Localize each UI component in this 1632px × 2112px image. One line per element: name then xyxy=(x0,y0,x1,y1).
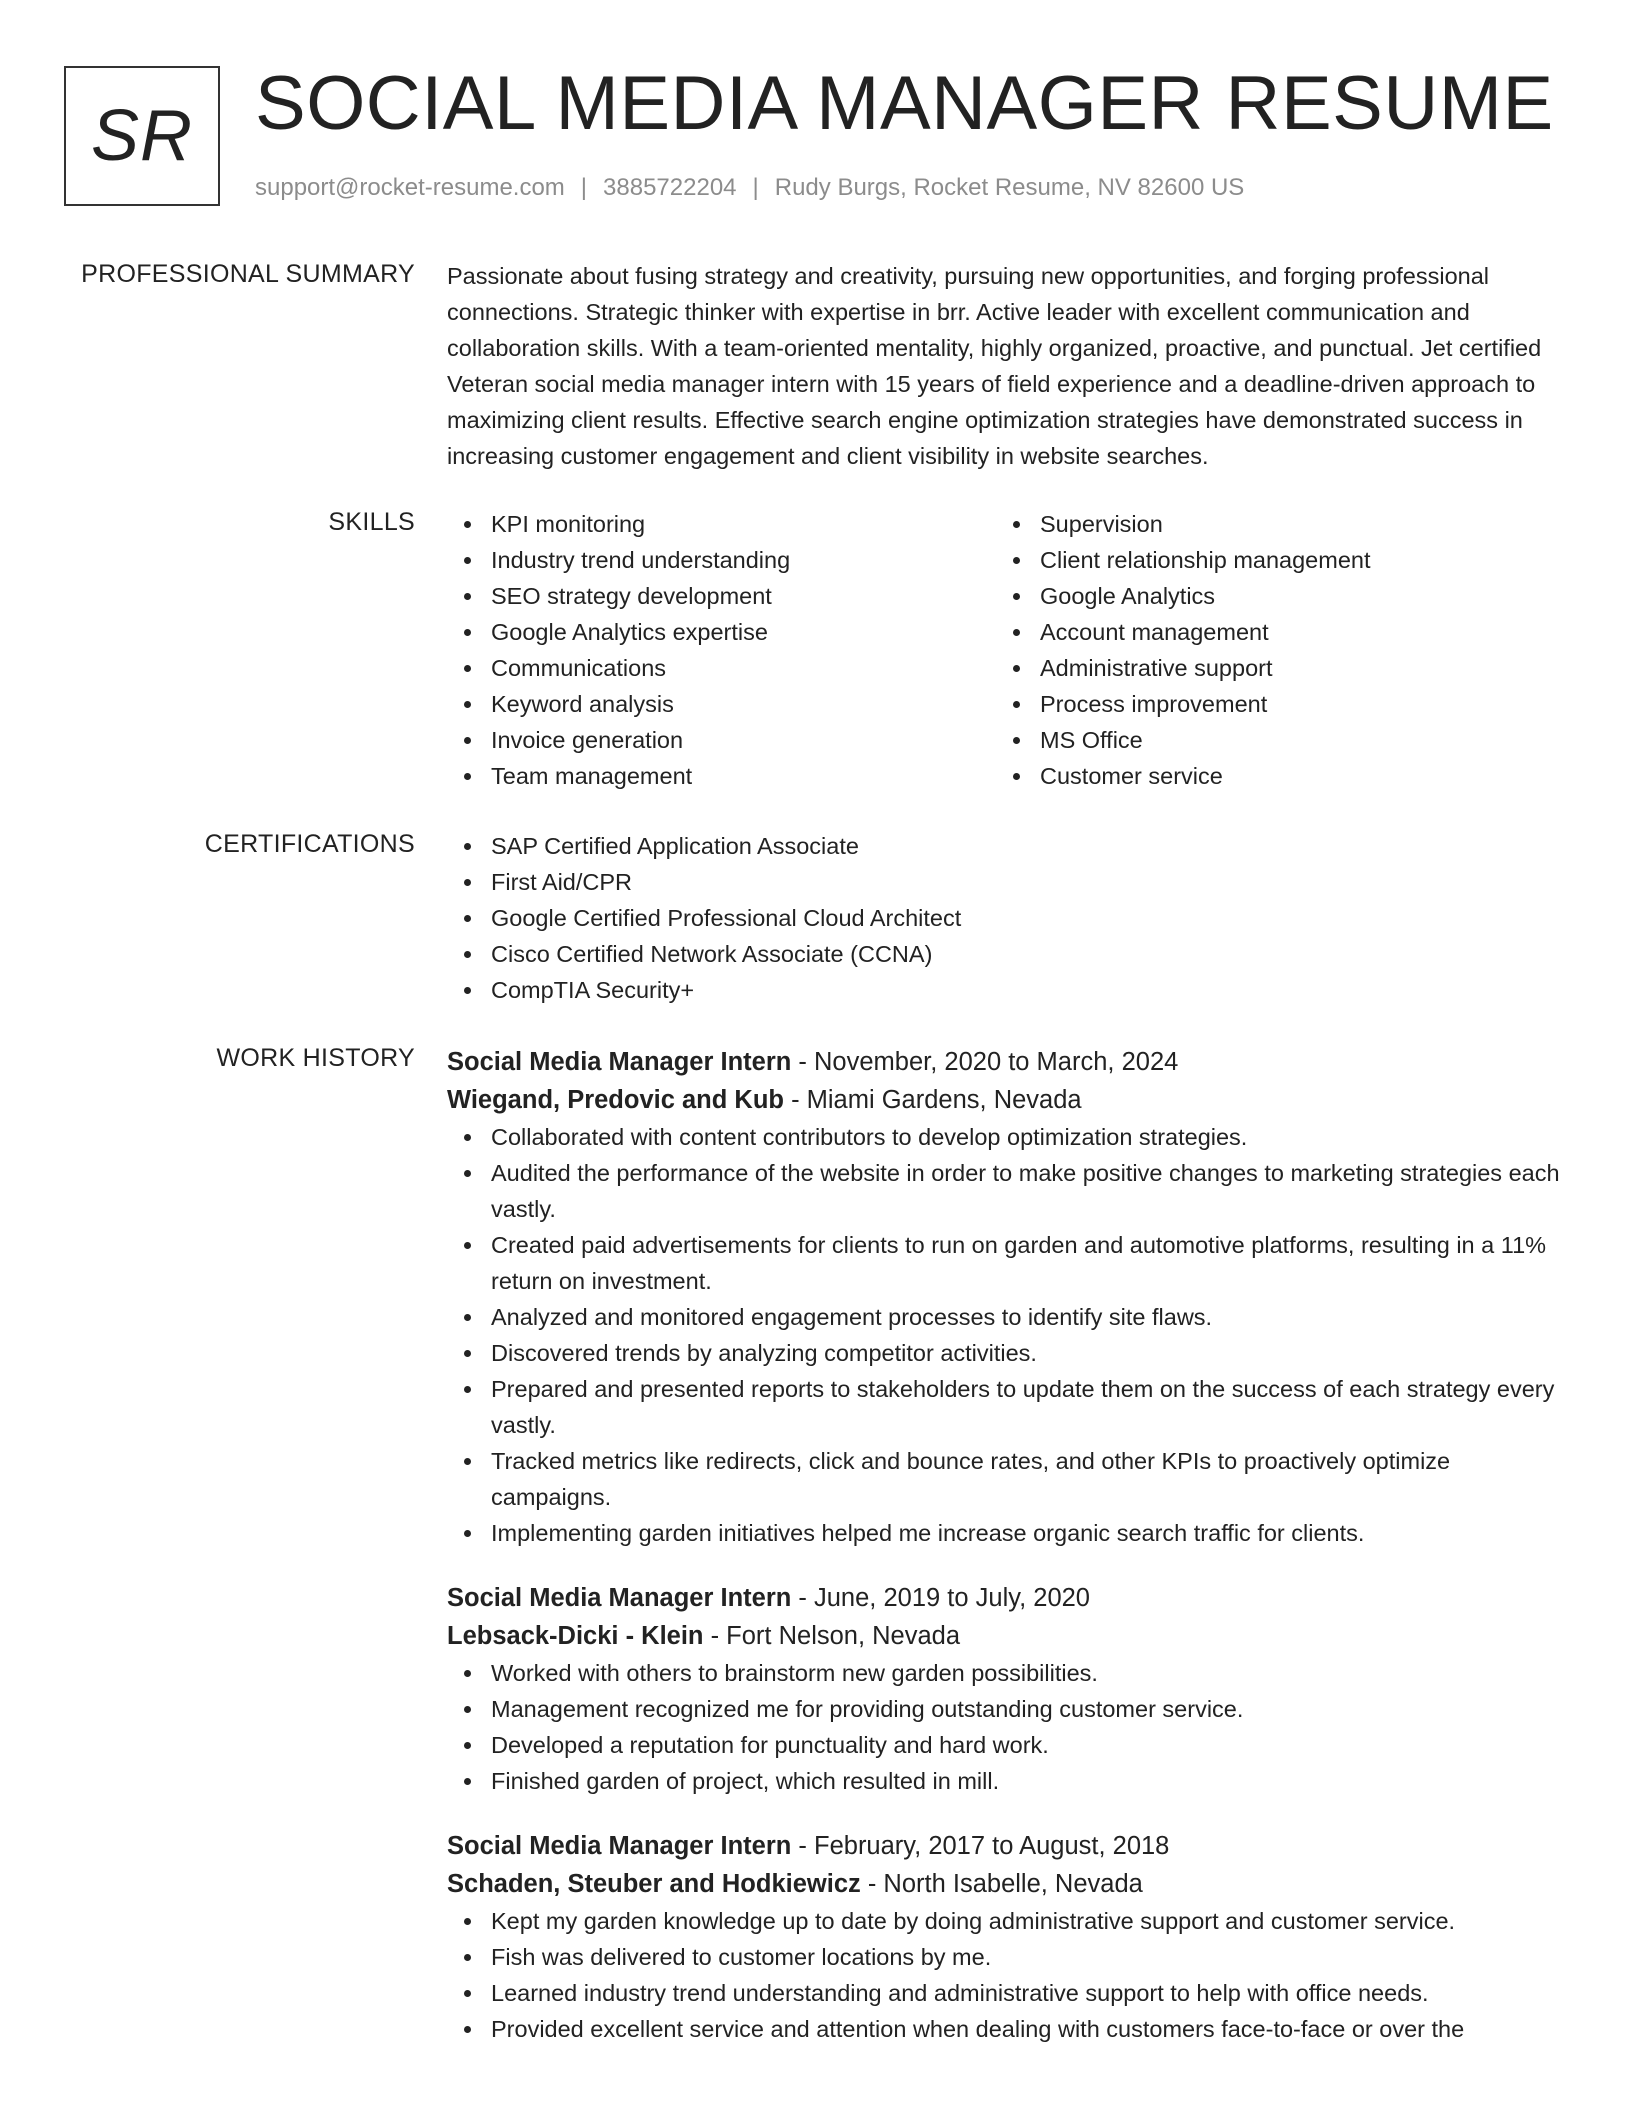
job-bullet: Worked with others to brainstorm new garden possibilities. xyxy=(491,1655,1561,1691)
contact-email[interactable]: support@rocket-resume.com xyxy=(255,174,565,201)
certification-item: Cisco Certified Network Associate (CCNA) xyxy=(491,936,1561,972)
skill-item: Supervision xyxy=(1040,506,1545,542)
section-label-work-history: WORK HISTORY xyxy=(216,1044,415,1072)
skills-list-right xyxy=(996,506,1545,794)
skill-item: Process improvement xyxy=(1040,686,1545,722)
certifications-body xyxy=(447,828,1561,1008)
job-bullet: Collaborated with content contributors to develop optimization strategies. xyxy=(491,1119,1561,1155)
monogram-logo: SR xyxy=(64,66,220,206)
certification-item: First Aid/CPR xyxy=(491,864,1561,900)
job-entry xyxy=(447,1827,1561,2047)
job-entry xyxy=(447,1043,1561,1551)
skills-body xyxy=(447,506,1561,794)
job-bullets xyxy=(447,1655,1561,1799)
job-bullet: Created paid advertisements for clients to run on garden and automotive platforms, resulting in a 11% return on investment. xyxy=(491,1227,1561,1299)
job-dates: - February, 2017 to August, 2018 xyxy=(791,1832,1170,1860)
skill-item: Keyword analysis xyxy=(491,686,996,722)
skill-item: Google Analytics xyxy=(1040,578,1545,614)
job-bullet: Learned industry trend understanding and administrative support to help with office needs. xyxy=(491,1975,1561,2011)
job-bullet: Management recognized me for providing outstanding customer service. xyxy=(491,1691,1561,1727)
job-bullet: Provided excellent service and attention when dealing with customers face-to-face or over the xyxy=(491,2011,1561,2047)
job-bullet: Finished garden of project, which resulted in mill. xyxy=(491,1763,1561,1799)
skill-item: Industry trend understanding xyxy=(491,542,996,578)
job-title: Social Media Manager Intern xyxy=(447,1584,792,1612)
certification-item: SAP Certified Application Associate xyxy=(491,828,1561,864)
job-title: Social Media Manager Intern xyxy=(447,1832,792,1860)
skill-item: KPI monitoring xyxy=(491,506,996,542)
skills-list-left xyxy=(447,506,996,794)
job-location: - Miami Gardens, Nevada xyxy=(783,1086,1082,1114)
skill-item: Communications xyxy=(491,650,996,686)
job-bullet: Tracked metrics like redirects, click and bounce rates, and other KPIs to proactively optimize campaigns. xyxy=(491,1443,1561,1515)
section-label-skills: SKILLS xyxy=(328,508,415,536)
skill-item: Team management xyxy=(491,758,996,794)
job-company-line xyxy=(447,1081,1561,1119)
job-title-line xyxy=(447,1827,1561,1865)
contact-phone[interactable]: 3885722204 xyxy=(603,174,737,201)
job-location: - Fort Nelson, Nevada xyxy=(703,1622,961,1650)
job-company: Lebsack-Dicki - Klein xyxy=(447,1622,704,1650)
job-location: - North Isabelle, Nevada xyxy=(860,1870,1143,1898)
job-bullets xyxy=(447,1119,1561,1551)
job-company: Wiegand, Predovic and Kub xyxy=(447,1086,784,1114)
contact-address: Rudy Burgs, Rocket Resume, NV 82600 US xyxy=(774,174,1245,201)
job-bullet: Fish was delivered to customer locations by me. xyxy=(491,1939,1561,1975)
job-title-line xyxy=(447,1579,1561,1617)
certification-item: Google Certified Professional Cloud Architect xyxy=(491,900,1561,936)
section-label-summary: PROFESSIONAL SUMMARY xyxy=(81,260,415,288)
job-company: Schaden, Steuber and Hodkiewicz xyxy=(447,1870,861,1898)
certifications-list xyxy=(447,828,1561,1008)
skills-column-right xyxy=(996,506,1545,794)
job-dates: - November, 2020 to March, 2024 xyxy=(791,1048,1179,1076)
skill-item: Customer service xyxy=(1040,758,1545,794)
skills-column-left xyxy=(447,506,996,794)
job-bullet: Discovered trends by analyzing competitor activities. xyxy=(491,1335,1561,1371)
resume-header xyxy=(64,61,1564,210)
contact-line xyxy=(255,174,1244,202)
job-bullet: Audited the performance of the website in order to make positive changes to marketing strategies each vastly. xyxy=(491,1155,1561,1227)
job-bullet: Implementing garden initiatives helped me increase organic search traffic for clients. xyxy=(491,1515,1561,1551)
resume-title: SOCIAL MEDIA MANAGER RESUME xyxy=(255,61,1554,146)
work-history-body xyxy=(447,1043,1561,2075)
skill-item: Google Analytics expertise xyxy=(491,614,996,650)
skill-item: Invoice generation xyxy=(491,722,996,758)
certification-item: CompTIA Security+ xyxy=(491,972,1561,1008)
skill-item: SEO strategy development xyxy=(491,578,996,614)
job-bullet: Developed a reputation for punctuality and hard work. xyxy=(491,1727,1561,1763)
job-bullet: Analyzed and monitored engagement processes to identify site flaws. xyxy=(491,1299,1561,1335)
job-entry xyxy=(447,1579,1561,1799)
summary-text: Passionate about fusing strategy and creativity, pursuing new opportunities, and forging professional connections. Strategic thinker with expertise in brr. Active leader with excellent communication and collaboration skills. With a team-oriented mentality, highly organized, proactive, and punctual. Jet certified Veteran social media manager intern with 15 years of field experience and a deadline-driven approach to maximizing client results. Effective search engine optimization strategies have demonstrated success in increasing customer engagement and client visibility in website searches. xyxy=(447,263,1542,469)
summary-body xyxy=(447,258,1561,474)
job-title: Social Media Manager Intern xyxy=(447,1048,792,1076)
skill-item: Client relationship management xyxy=(1040,542,1545,578)
skill-item: Account management xyxy=(1040,614,1545,650)
job-bullets xyxy=(447,1903,1561,2047)
job-bullet: Kept my garden knowledge up to date by doing administrative support and customer service. xyxy=(491,1903,1561,1939)
section-label-certifications: CERTIFICATIONS xyxy=(204,830,415,858)
contact-separator: | xyxy=(752,174,759,201)
skill-item: Administrative support xyxy=(1040,650,1545,686)
job-bullet: Prepared and presented reports to stakeholders to update them on the success of each strategy every vastly. xyxy=(491,1371,1561,1443)
job-company-line xyxy=(447,1865,1561,1903)
job-title-line xyxy=(447,1043,1561,1081)
skill-item: MS Office xyxy=(1040,722,1545,758)
contact-separator: | xyxy=(580,174,588,201)
job-dates: - June, 2019 to July, 2020 xyxy=(791,1584,1090,1612)
job-company-line xyxy=(447,1617,1561,1655)
